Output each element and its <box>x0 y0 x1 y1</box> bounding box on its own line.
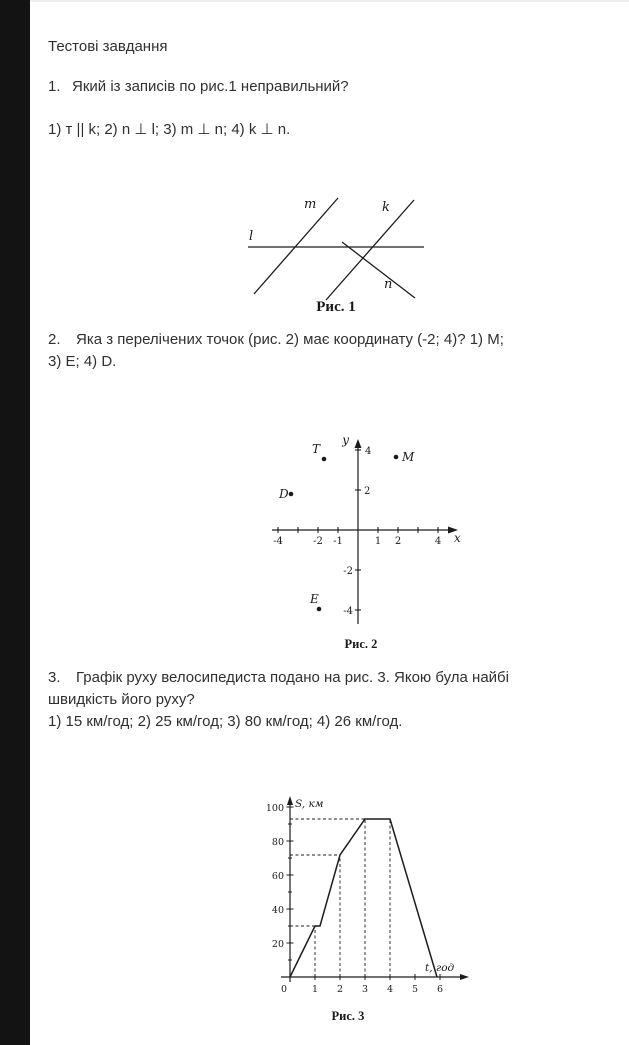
question-1 <box>48 78 349 96</box>
x-tick-label: -2 <box>313 536 323 547</box>
line-l-label: l <box>249 229 254 244</box>
question-1-options: 1) т || k; 2) n ⊥ l; 3) m ⊥ n; 4) k ⊥ n. <box>48 121 291 138</box>
y-tick-label: 20 <box>271 939 284 950</box>
x-tick-label: 4 <box>386 984 394 995</box>
point-T-dot <box>322 457 327 462</box>
y-tick-label: 60 <box>271 871 284 882</box>
question-3-line-2: швидкість його руху? <box>48 691 195 708</box>
page-title: Тестові завдання <box>48 38 168 55</box>
y-tick-label: 80 <box>271 837 284 848</box>
y-axis-arrow <box>355 439 362 448</box>
x-tick-label: -1 <box>333 536 343 547</box>
line-m-label: m <box>304 197 317 212</box>
y-tick-label: 40 <box>271 905 284 916</box>
point-E-label: E <box>310 592 319 606</box>
figure-2-coordinate-plane <box>258 428 464 634</box>
y-axis-label: y <box>342 433 349 447</box>
question-3-text: Графік руху велосипедиста подано на рис. 3. Якою була найбі <box>76 669 509 686</box>
point-D-dot <box>289 492 294 497</box>
question-2-text: Яка з перелічених точок (рис. 2) має координату (-2; 4)? 1) M; <box>76 331 504 348</box>
page-top-edge <box>30 0 629 2</box>
x-tick-label: 1 <box>374 536 382 547</box>
question-3-number: 3. <box>48 669 61 686</box>
question-2-line-1 <box>48 331 504 349</box>
x-tick-label: 6 <box>436 984 444 995</box>
x-tick-label: 0 <box>280 984 288 995</box>
dashed-guides <box>290 819 390 977</box>
line-k <box>326 200 414 300</box>
point-M-dot <box>394 455 399 460</box>
line-m <box>254 198 338 294</box>
point-D-label: D <box>279 487 289 501</box>
y-tick-label: 100 <box>265 803 284 814</box>
y-axis-arrow <box>287 796 293 805</box>
x-axis-label: x <box>454 531 461 545</box>
line-n-label: n <box>384 277 393 292</box>
figure-2-caption: Рис. 2 <box>344 637 378 651</box>
question-3-line-1 <box>48 669 509 687</box>
y-tick-label: -4 <box>343 606 353 617</box>
x-tick-label: 4 <box>434 536 442 547</box>
line-k-label: k <box>382 200 390 215</box>
left-black-margin <box>0 0 30 1045</box>
y-tick-label: 2 <box>364 486 371 497</box>
point-T-label: T <box>311 442 320 456</box>
figure-3-motion-graph <box>265 792 477 1006</box>
question-2-number: 2. <box>48 331 61 348</box>
x-tick-label: 2 <box>336 984 344 995</box>
x-tick-label: 5 <box>411 984 419 995</box>
y-tick-label: 4 <box>365 446 372 457</box>
question-1-text: Який із записів по рис.1 неправильний? <box>72 78 349 95</box>
question-3-options: 1) 15 км/год; 2) 25 км/год; 3) 80 км/год; 4) 26 км/год. <box>48 713 403 730</box>
point-M-label: M <box>402 450 415 464</box>
question-1-number: 1. <box>48 78 61 95</box>
x-tick-label: -4 <box>273 536 283 547</box>
x-axis-arrow <box>460 974 469 980</box>
x-tick-label: 1 <box>311 984 319 995</box>
y-axis-title: S, км <box>295 798 324 810</box>
figure-1-lines-drawing <box>240 190 432 304</box>
x-axis-title: t, год <box>425 962 455 974</box>
figure-3-caption: Рис. 3 <box>331 1009 365 1023</box>
question-2-line-2: 3) E; 4) D. <box>48 353 117 370</box>
distance-time-curve <box>290 819 437 977</box>
x-tick-label: 2 <box>394 536 402 547</box>
x-tick-label: 3 <box>361 984 369 995</box>
point-E-dot <box>317 607 322 612</box>
figure-1-caption: Рис. 1 <box>316 299 356 315</box>
y-tick-label: -2 <box>343 566 353 577</box>
